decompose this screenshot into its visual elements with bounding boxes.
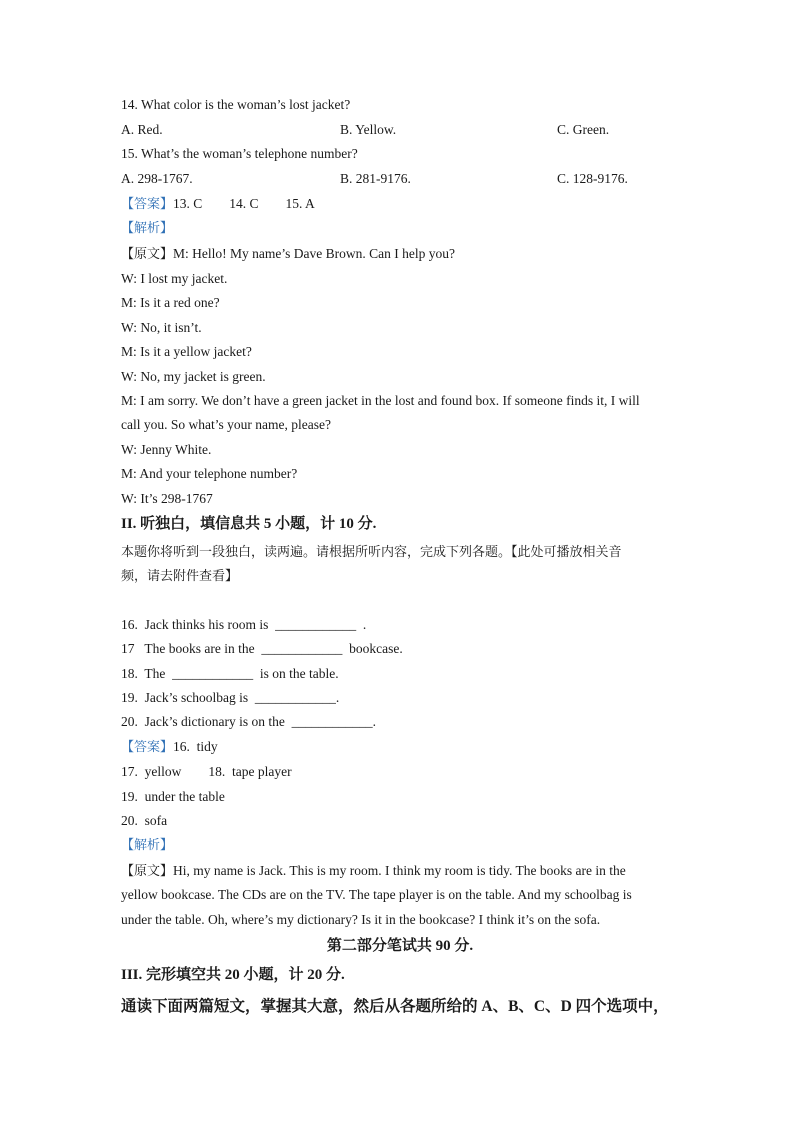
transcript-1-line-10: M: And your telephone number? (121, 466, 298, 481)
transcript-1-line-11: W: It’s 298-1767 (121, 491, 213, 506)
analysis-tag: 【解析】 (121, 221, 174, 236)
answer-tag: 【答案】 (121, 740, 174, 755)
answer-block-2 (121, 738, 218, 757)
question-20: 20. Jack’s dictionary is on the ____________. (121, 714, 376, 729)
part-2-heading: 第二部分笔试共 90 分. (326, 938, 474, 954)
q14-option-c: C. Green. (557, 122, 610, 137)
q15-option-b: B. 281-9176. (340, 171, 411, 186)
answer-2-line-4: 20. sofa (121, 813, 168, 828)
question-18: 18. The ____________ is on the table. (121, 666, 339, 681)
question-19: 19. Jack’s schoolbag is ____________. (121, 690, 340, 705)
transcript-1-line-2: W: I lost my jacket. (121, 271, 228, 286)
transcript-1-line-9: W: Jenny White. (121, 442, 212, 457)
section-2-instruction-2: 频，请去附件查看】 (121, 569, 239, 584)
transcript-1-line-4: W: No, it isn’t. (121, 320, 202, 335)
transcript-1-line-5: M: Is it a yellow jacket? (121, 344, 252, 359)
transcript-tag: 【原文】 (121, 247, 174, 262)
question-15: 15. What’s the woman’s telephone number? (121, 146, 358, 161)
transcript-1-line-7: M: I am sorry. We don’t have a green jacket in the lost and found box. If someone finds it, I will (121, 393, 640, 408)
answer-tag: 【答案】 (121, 197, 174, 212)
section-2-title: II. 听独白，填信息共 5 小题，计 10 分. (121, 516, 377, 532)
transcript-2-line-3: under the table. Oh, where’s my dictionary? Is it in the bookcase? I think it’s on the sofa. (121, 912, 601, 927)
transcript-1-line-1 (121, 245, 455, 264)
transcript-1-line-8: call you. So what’s your name, please? (121, 417, 331, 432)
transcript-2-line-1 (121, 862, 626, 881)
question-14: 14. What color is the woman’s lost jacket? (121, 97, 351, 112)
answer-2-line-2: 17. yellow 18. tape player (121, 764, 292, 779)
answer-text: 13. C 14. C 15. A (173, 196, 315, 211)
q15-option-c: C. 128-9176. (557, 171, 628, 186)
question-17: 17 The books are in the ____________ bookcase. (121, 641, 403, 656)
section-3-instruction: 通读下面两篇短文，掌握其大意，然后从各题所给的 A、B、C、D 四个选项中， (121, 998, 669, 1015)
transcript-1-line-6: W: No, my jacket is green. (121, 369, 266, 384)
answer-text: 16. tidy (173, 739, 218, 754)
question-16: 16. Jack thinks his room is ____________ . (121, 617, 367, 632)
transcript-text: Hi, my name is Jack. This is my room. I think my room is tidy. The books are in the (173, 863, 626, 878)
q15-option-a: A. 298-1767. (121, 171, 193, 186)
section-3-title: III. 完形填空共 20 小题，计 20 分. (121, 967, 345, 983)
transcript-1-line-3: M: Is it a red one? (121, 295, 220, 310)
section-2-instruction-1: 本题你将听到一段独白，读两遍。请根据所听内容，完成下列各题。【此处可播放相关音 (121, 545, 622, 560)
answer-2-line-3: 19. under the table (121, 789, 225, 804)
transcript-tag: 【原文】 (121, 864, 174, 879)
q14-option-b: B. Yellow. (340, 122, 397, 137)
transcript-text: M: Hello! My name’s Dave Brown. Can I help you? (173, 246, 455, 261)
transcript-2-line-2: yellow bookcase. The CDs are on the TV. The tape player is on the table. And my schoolbag is (121, 887, 632, 902)
answer-block-1 (121, 195, 315, 214)
q14-option-a: A. Red. (121, 122, 163, 137)
analysis-tag: 【解析】 (121, 838, 174, 853)
